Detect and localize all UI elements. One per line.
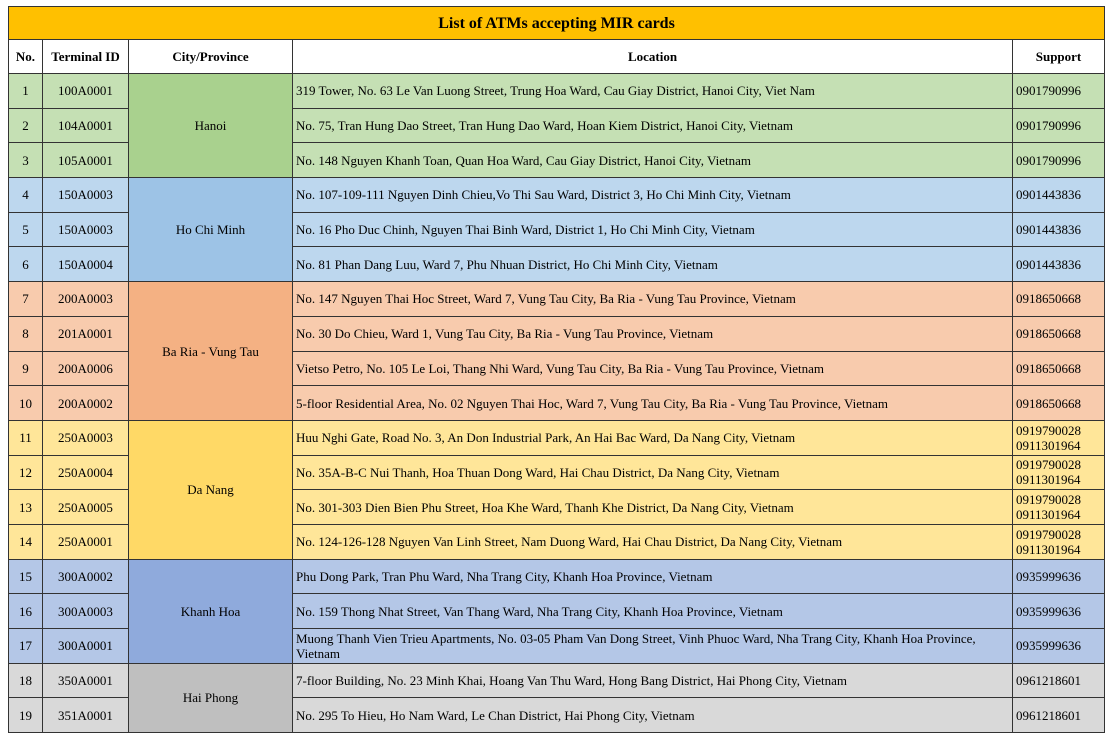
cell-support [1013,74,1105,109]
cell-terminal-id: 150A0003 [43,212,129,247]
cell-terminal-id: 250A0004 [43,455,129,490]
cell-terminal-id: 350A0001 [43,663,129,698]
cell-location: 319 Tower, No. 63 Le Van Luong Street, Trung Hoa Ward, Cau Giay District, Hanoi City, Viet Nam [293,74,1013,109]
cell-no: 12 [9,455,43,490]
cell-support [1013,420,1105,455]
table-row [9,74,1105,109]
cell-location: No. 124-126-128 Nguyen Van Linh Street, Nam Duong Ward, Hai Chau District, Da Nang City, Vietnam [293,524,1013,559]
cell-no: 7 [9,282,43,317]
cell-terminal-id: 201A0001 [43,316,129,351]
cell-terminal-id: 200A0002 [43,386,129,421]
cell-location: No. 147 Nguyen Thai Hoc Street, Ward 7, Vung Tau City, Ba Ria - Vung Tau Province, Vietnam [293,282,1013,317]
cell-location: No. 75, Tran Hung Dao Street, Tran Hung Dao Ward, Hoan Kiem District, Hanoi City, Vietnam [293,108,1013,143]
cell-terminal-id: 150A0004 [43,247,129,282]
support-phone: 0935999636 [1016,638,1081,654]
cell-terminal-id: 104A0001 [43,108,129,143]
cell-no: 17 [9,629,43,664]
cell-support [1013,663,1105,698]
cell-support [1013,698,1105,733]
cell-support [1013,386,1105,421]
cell-support [1013,143,1105,178]
cell-city-province: Khanh Hoa [129,559,293,663]
cell-no: 5 [9,212,43,247]
cell-location: No. 148 Nguyen Khanh Toan, Quan Hoa Ward, Cau Giay District, Hanoi City, Vietnam [293,143,1013,178]
cell-no: 8 [9,316,43,351]
cell-location: Muong Thanh Vien Trieu Apartments, No. 03-05 Pham Van Dong Street, Vinh Phuoc Ward, Nha Trang City, Khanh Hoa Province, Vietnam [293,629,1013,664]
table-row [9,282,1105,317]
support-phone: 0961218601 [1016,707,1081,723]
support-phone: 0901790996 [1016,118,1081,134]
cell-location: Huu Nghi Gate, Road No. 3, An Don Industrial Park, An Hai Bac Ward, Da Nang City, Vietnam [293,420,1013,455]
support-phone: 0919790028 [1016,492,1081,508]
cell-support [1013,524,1105,559]
cell-no: 14 [9,524,43,559]
cell-support [1013,455,1105,490]
cell-no: 18 [9,663,43,698]
cell-location: No. 35A-B-C Nui Thanh, Hoa Thuan Dong Ward, Hai Chau District, Da Nang City, Vietnam [293,455,1013,490]
support-phone: 0901443836 [1016,187,1081,203]
cell-terminal-id: 300A0002 [43,559,129,594]
header-terminal-id: Terminal ID [43,40,129,74]
support-phone: 0911301964 [1016,541,1081,557]
cell-no: 1 [9,74,43,109]
cell-no: 19 [9,698,43,733]
cell-support [1013,629,1105,664]
cell-location: 5-floor Residential Area, No. 02 Nguyen Thai Hoc, Ward 7, Vung Tau City, Ba Ria - Vung Tau Province, Vietnam [293,386,1013,421]
cell-support [1013,594,1105,629]
cell-no: 3 [9,143,43,178]
cell-location: Phu Dong Park, Tran Phu Ward, Nha Trang City, Khanh Hoa Province, Vietnam [293,559,1013,594]
cell-city-province: Hanoi [129,74,293,178]
cell-location: No. 30 Do Chieu, Ward 1, Vung Tau City, Ba Ria - Vung Tau Province, Vietnam [293,316,1013,351]
cell-no: 10 [9,386,43,421]
table-body [9,74,1105,733]
cell-location: No. 301-303 Dien Bien Phu Street, Hoa Khe Ward, Thanh Khe District, Da Nang City, Vietnam [293,490,1013,525]
cell-location: No. 81 Phan Dang Luu, Ward 7, Phu Nhuan District, Ho Chi Minh City, Vietnam [293,247,1013,282]
cell-location: Vietso Petro, No. 105 Le Loi, Thang Nhi Ward, Vung Tau City, Ba Ria - Vung Tau Province, Vietnam [293,351,1013,386]
support-phone: 0918650668 [1016,360,1081,376]
header-support: Support [1013,40,1105,74]
cell-city-province: Ho Chi Minh [129,178,293,282]
cell-support [1013,108,1105,143]
cell-support [1013,247,1105,282]
support-phone: 0919790028 [1016,422,1081,438]
header-city-province: City/Province [129,40,293,74]
header-no: No. [9,40,43,74]
cell-support [1013,282,1105,317]
cell-city-province: Da Nang [129,420,293,559]
cell-city-province: Hai Phong [129,663,293,732]
support-phone: 0919790028 [1016,526,1081,542]
cell-terminal-id: 250A0005 [43,490,129,525]
cell-no: 15 [9,559,43,594]
table-row [9,178,1105,213]
cell-terminal-id: 150A0003 [43,178,129,213]
cell-support [1013,178,1105,213]
cell-location: No. 107-109-111 Nguyen Dinh Chieu,Vo Thi Sau Ward, District 3, Ho Chi Minh City, Vietnam [293,178,1013,213]
cell-terminal-id: 200A0003 [43,282,129,317]
cell-location: No. 16 Pho Duc Chinh, Nguyen Thai Binh Ward, District 1, Ho Chi Minh City, Vietnam [293,212,1013,247]
table-row [9,420,1105,455]
support-phone: 0901443836 [1016,256,1081,272]
cell-terminal-id: 250A0001 [43,524,129,559]
support-phone: 0901790996 [1016,83,1081,99]
table-row [9,663,1105,698]
support-phone: 0918650668 [1016,291,1081,307]
cell-no: 13 [9,490,43,525]
cell-no: 6 [9,247,43,282]
support-phone: 0911301964 [1016,437,1081,453]
support-phone: 0901443836 [1016,222,1081,238]
cell-terminal-id: 351A0001 [43,698,129,733]
cell-no: 11 [9,420,43,455]
cell-support [1013,212,1105,247]
cell-support [1013,351,1105,386]
support-phone: 0935999636 [1016,568,1081,584]
support-phone: 0919790028 [1016,457,1081,473]
cell-location: No. 295 To Hieu, Ho Nam Ward, Le Chan District, Hai Phong City, Vietnam [293,698,1013,733]
cell-support [1013,316,1105,351]
header-location: Location [293,40,1013,74]
cell-location: 7-floor Building, No. 23 Minh Khai, Hoang Van Thu Ward, Hong Bang District, Hai Phong City, Vietnam [293,663,1013,698]
atm-list-sheet [8,6,1105,733]
support-phone: 0918650668 [1016,326,1081,342]
support-phone: 0911301964 [1016,507,1081,523]
support-phone: 0911301964 [1016,472,1081,488]
table-title: List of ATMs accepting MIR cards [9,7,1105,40]
cell-terminal-id: 100A0001 [43,74,129,109]
cell-terminal-id: 200A0006 [43,351,129,386]
cell-location: No. 159 Thong Nhat Street, Van Thang Ward, Nha Trang City, Khanh Hoa Province, Vietnam [293,594,1013,629]
cell-no: 2 [9,108,43,143]
cell-terminal-id: 105A0001 [43,143,129,178]
support-phone: 0918650668 [1016,395,1081,411]
table-row [9,559,1105,594]
cell-no: 4 [9,178,43,213]
cell-no: 9 [9,351,43,386]
cell-support [1013,559,1105,594]
cell-support [1013,490,1105,525]
cell-no: 16 [9,594,43,629]
cell-terminal-id: 300A0001 [43,629,129,664]
cell-city-province: Ba Ria - Vung Tau [129,282,293,421]
cell-terminal-id: 250A0003 [43,420,129,455]
cell-terminal-id: 300A0003 [43,594,129,629]
support-phone: 0961218601 [1016,673,1081,689]
support-phone: 0935999636 [1016,603,1081,619]
atm-table [8,6,1105,733]
support-phone: 0901790996 [1016,152,1081,168]
